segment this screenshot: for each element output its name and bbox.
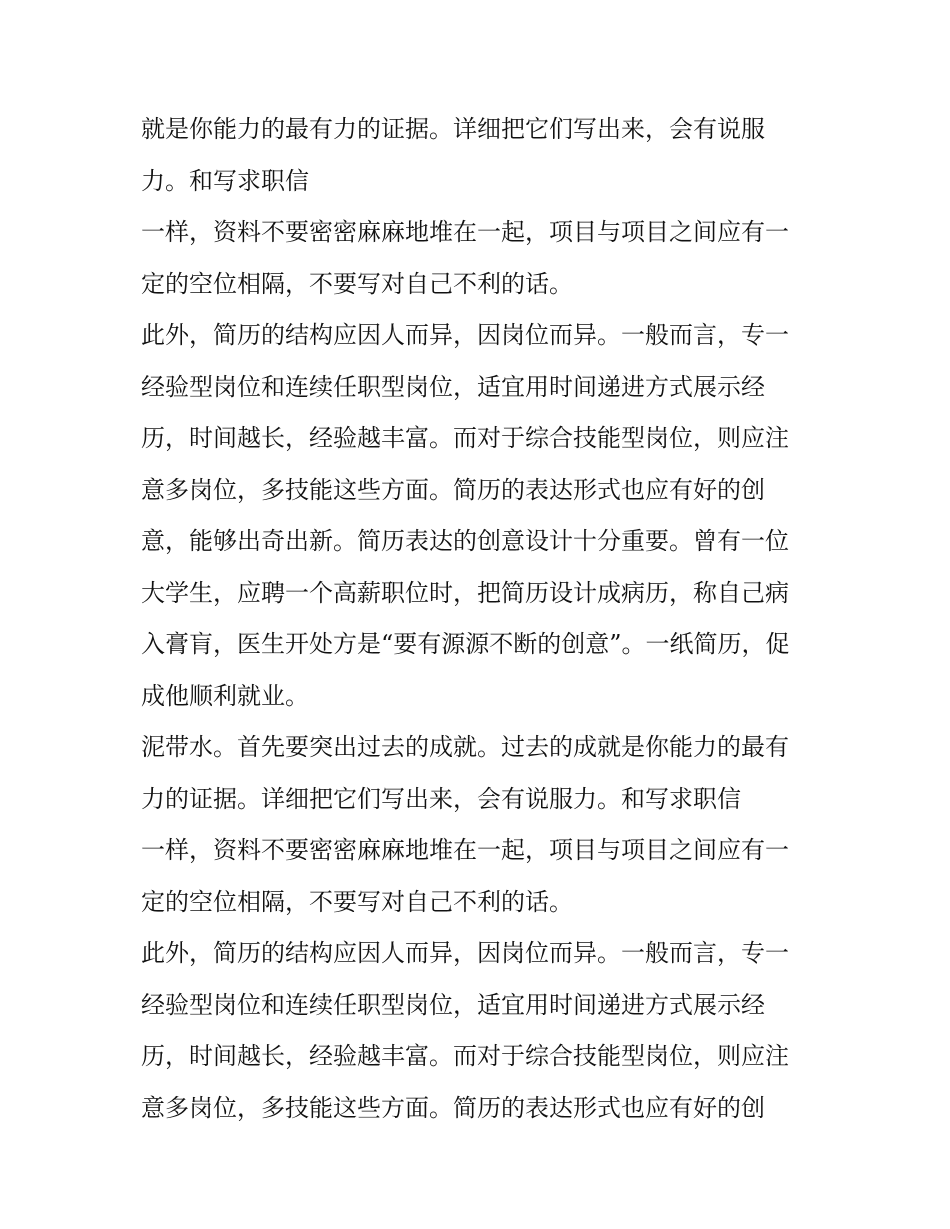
text-line: 此外，简历的结构应因人而异，因岗位而异。一般而言，专一 <box>141 321 789 349</box>
text-line: 成他顺利就业。 <box>141 681 309 710</box>
text-line: 泥带水。首先要突出过去的成就。过去的成就是你能力的最有 <box>141 733 789 761</box>
text-line: 经验型岗位和连续任职型岗位，适宜用时间递进方式展示经 <box>141 372 765 401</box>
text-line: 意，能够出奇出新。简历表达的创意设计十分重要。曾有一位 <box>141 527 789 555</box>
text-line: 意多岗位，多技能这些方面。简历的表达形式也应有好的创 <box>141 475 765 504</box>
text-line: 力。和写求职信 <box>141 166 309 195</box>
text-line: 入膏肓，医生开处方是“要有源源不断的创意”。一纸简历，促 <box>141 630 790 658</box>
text-line: 一样，资料不要密密麻麻地堆在一起，项目与项目之间应有一 <box>141 836 789 864</box>
text-line: 定的空位相隔，不要写对自己不利的话。 <box>141 887 573 916</box>
text-line: 定的空位相隔，不要写对自己不利的话。 <box>141 269 573 298</box>
text-line: 大学生，应聘一个高薪职位时，把简历设计成病历，称自己病 <box>141 578 789 607</box>
text-line: 就是你能力的最有力的证据。详细把它们写出来，会有说服 <box>141 115 765 143</box>
text-line: 此外，简历的结构应因人而异，因岗位而异。一般而言，专一 <box>141 939 789 967</box>
text-line: 经验型岗位和连续任职型岗位，适宜用时间递进方式展示经 <box>141 990 765 1019</box>
text-line: 历，时间越长，经验越丰富。而对于综合技能型岗位，则应注 <box>141 1042 789 1070</box>
text-line: 历，时间越长，经验越丰富。而对于综合技能型岗位，则应注 <box>141 424 789 452</box>
text-line: 一样，资料不要密密麻麻地堆在一起，项目与项目之间应有一 <box>141 218 789 246</box>
document-body <box>141 104 821 1134</box>
text-line: 力的证据。详细把它们写出来，会有说服力。和写求职信 <box>141 784 741 813</box>
text-line: 意多岗位，多技能这些方面。简历的表达形式也应有好的创 <box>141 1093 765 1122</box>
